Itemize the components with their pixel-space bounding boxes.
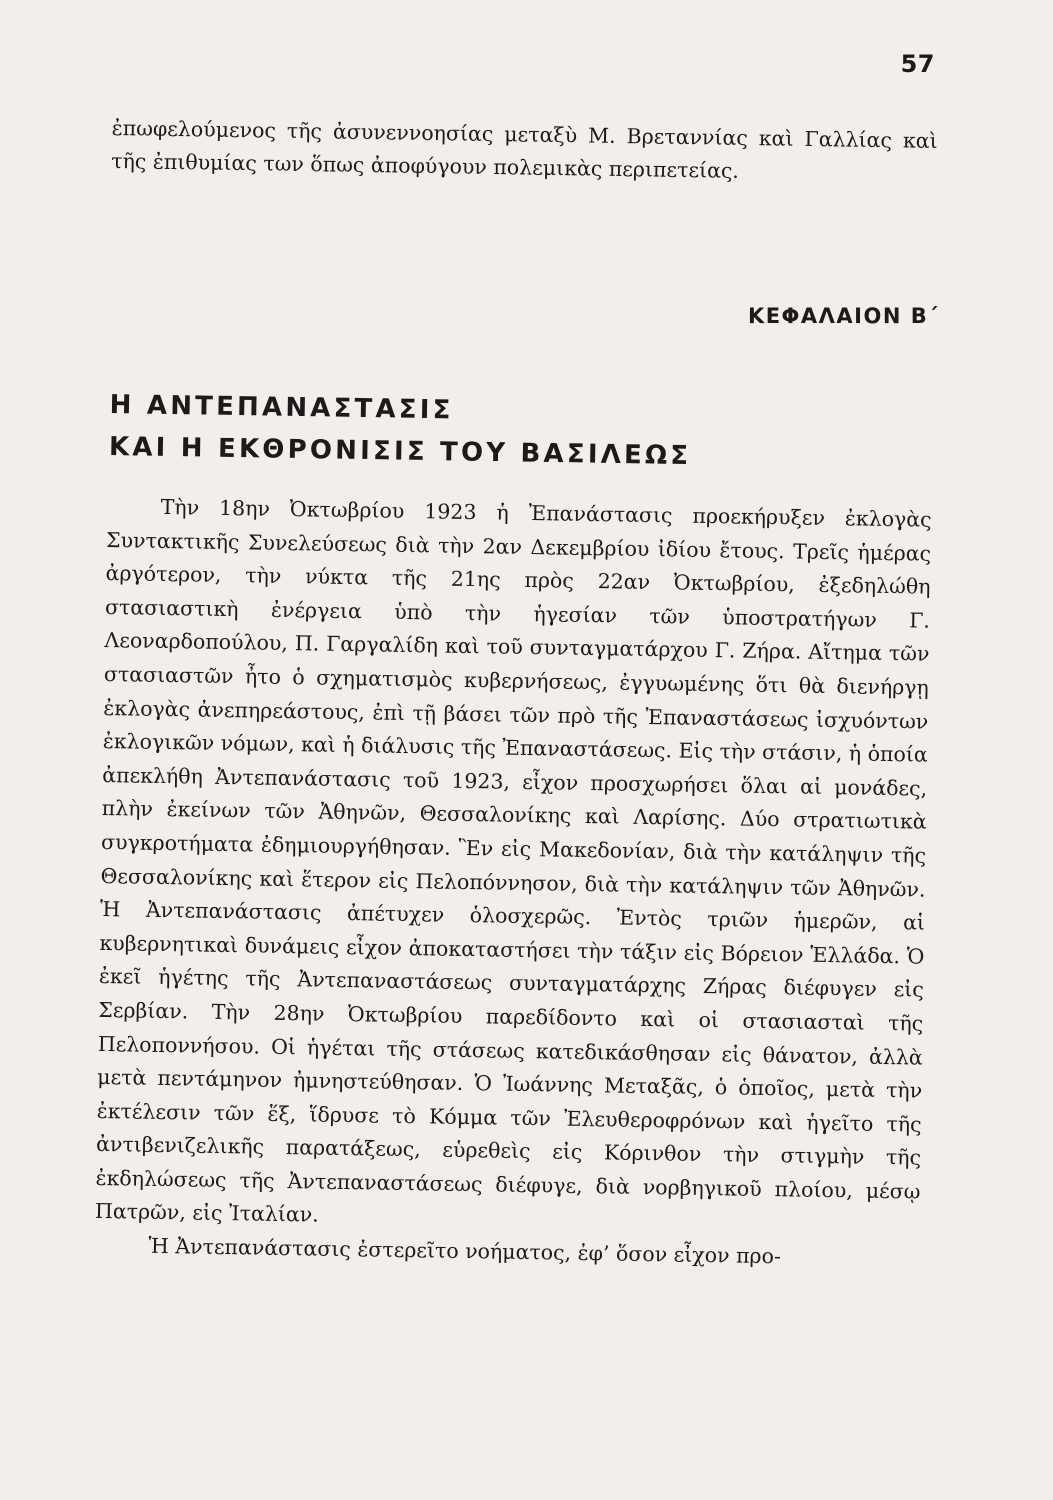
chapter-title bbox=[109, 384, 870, 480]
chapter-body bbox=[94, 490, 932, 1276]
continued-paragraph-text: ἐπωφελούμενος τῆς ἀσυνεννοησίας μεταξὺ Μ. Βρεταννίας καὶ Γαλλίας καὶ τῆς ἐπιθυμίας των ὅπως ἀποφύγουν πολεμικὰς περιπετείας. bbox=[111, 115, 938, 183]
chapter-title-line-2: ΚΑΙ Η ΕΚΘΡΟΝΙΣΙΣ ΤΟΥ ΒΑΣΙΛΕΩΣ bbox=[108, 431, 692, 472]
body-paragraph-2: Ἡ Ἀντεπανάστασις ἐστερεῖτο νοήματος, ἐφ’ ὅσον εἶχον προ- bbox=[148, 1233, 782, 1269]
chapter-title-line-1: Η ΑΝΤΕΠΑΝΑΣΤΑΣΙΣ bbox=[109, 389, 454, 426]
continued-paragraph bbox=[111, 112, 938, 191]
page-number: 57 bbox=[900, 50, 935, 78]
chapter-label: ΚΕΦΑΛΑΙΟΝ Β΄ bbox=[747, 304, 939, 328]
body-paragraph-1: Τὴν 18ην Ὀκτωβρίου 1923 ἡ Ἐπανάστασις προεκήρυξεν ἐκλογὰς Συντακτικῆς Συνελεύσεως διὰ τὴν 2αν Δεκεμβρίου ἰδίου ἔτους. Τρεῖς ἡμέρας ἀργότερον, τὴν νύκτα τῆς 21ης πρὸς 22αν Ὀκτωβρίου, ἐξεδηλώθη στασιαστικὴ ἐνέργεια ὑπὸ τὴν ἡγεσίαν τῶν ὑποστρατήγων Γ. Λεοναρδοπούλου, Π. Γαργαλίδη καὶ τοῦ συνταγματάρχου Γ. Ζήρα. Αἴτημα τῶν στασιαστῶν ἦτο ὁ σχηματισμὸς κυβερνήσεως, ἐγγυωμένης ὅτι θὰ διενήργῃ ἐκλογὰς ἀνεπηρεάστους, ἐπὶ τῇ βάσει τῶν πρὸ τῆς Ἐπαναστάσεως ἰσχυόντων ἐκλογικῶν νόμων, καὶ ἡ διάλυσις τῆς Ἐπαναστάσεως. Εἰς τὴν στάσιν, ἡ ὁποία ἀπεκλήθη Ἀντεπανάστασις τοῦ 1923, εἶχον προσχωρήσει ὅλαι αἱ μονάδες, πλὴν ἐκείνων τῶν Ἀθηνῶν, Θεσσαλονίκης καὶ Λαρίσης. Δύο στρατιωτικὰ συγκροτήματα ἐδημιουργήθησαν. Ἓν εἰς Μακεδονίαν, διὰ τὴν κατάληψιν τῆς Θεσσαλονίκης καὶ ἕτερον εἰς Πελοπόννησον, διὰ τὴν κατάληψιν τῶν Ἀθηνῶν. Ἡ Ἀντεπανάστασις ἀπέτυχεν ὁλοσχερῶς. Ἐντὸς τριῶν ἡμερῶν, αἱ κυβερνητικαὶ δυνάμεις εἶχον ἀποκαταστήσει τὴν τάξιν εἰς Βόρειον Ἑλλάδα. Ὁ ἐκεῖ ἡγέτης τῆς Ἀντεπαναστάσεως συνταγματάρχης Ζήρας διέφυγεν εἰς Σερβίαν. Τὴν 28ην Ὀκτωβρίου παρεδίδοντο καὶ οἱ στασιασταὶ τῆς Πελοποννήσου. Οἱ ἡγέται τῆς στάσεως κατεδικάσθησαν εἰς θάνατον, ἀλλὰ μετὰ πεντάμηνον ἠμνηστεύθησαν. Ὁ Ἰωάννης Μεταξᾶς, ὁ ὁποῖος, μετὰ τὴν ἐκτέλεσιν τῶν ἕξ, ἵδρυσε τὸ Κόμμα τῶν Ἐλευθεροφρόνων καὶ ἡγεῖτο τῆς ἀντιβενιζελικῆς παρατάξεως, εὑρεθεὶς εἰς Κόρινθον τὴν στιγμὴν τῆς ἐκδηλώσεως τῆς Ἀντεπαναστάσεως διέφυγε, διὰ νορβηγικοῦ πλοίου, μέσῳ Πατρῶν, εἰς Ἰταλίαν. bbox=[94, 494, 932, 1228]
